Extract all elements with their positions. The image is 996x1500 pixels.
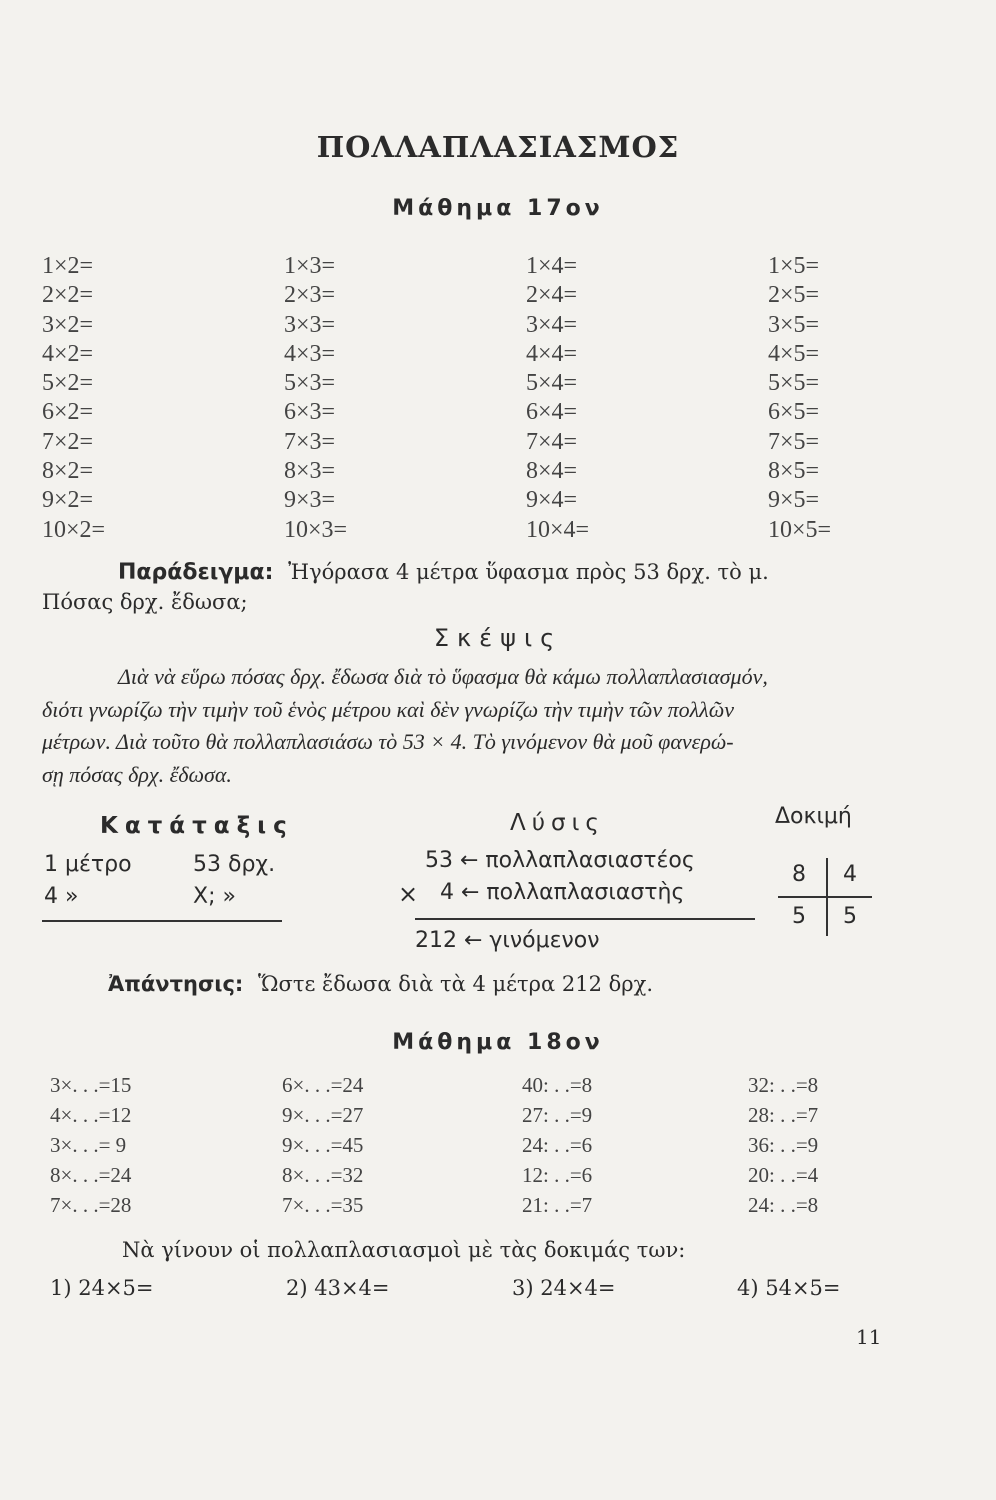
arrangement-heading: Κατάταξις (100, 813, 294, 839)
table-row: 3×5= (768, 311, 820, 338)
table-row: 4×5= (768, 340, 820, 367)
table-row: 1×2= (42, 253, 94, 279)
exercise-item: 27: . .=9 (522, 1103, 593, 1127)
exercise-item: 12: . .=6 (522, 1163, 593, 1187)
table-row: 4×4= (526, 340, 578, 367)
check-top-right: 4 (843, 862, 857, 887)
table-row: 9×4= (526, 487, 578, 514)
exercise-item: 24: . .=6 (522, 1133, 593, 1157)
table-row: 9×2= (42, 487, 94, 514)
table-row: 6×4= (526, 399, 578, 426)
exercise-item: 21: . .=7 (522, 1193, 593, 1217)
exercise-column-1 (50, 1070, 131, 1220)
exercise-item: 4×. . .=12 (50, 1103, 132, 1127)
table-row: 6×3= (284, 399, 336, 426)
thinking-line: διότι γνωρίζω τὴν τιμὴν τοῦ ἑνὸς μέτρου καὶ δὲν γνωρίζω τὴν τιμὴν τῶν πολλῶν (42, 697, 734, 722)
thinking-line: σῃ πόσας δρχ. ἔδωσα. (42, 762, 232, 787)
table-row: 9×5= (768, 487, 820, 514)
solution-multiplicand: 53 ← πολλαπλασιαστέος (425, 848, 695, 873)
check-cross-horizontal (778, 896, 872, 898)
thinking-heading: Σκέψις (433, 624, 563, 652)
exercise-item: 32: . .=8 (748, 1073, 819, 1097)
lesson-17-heading: Μάθημα 17ον (392, 196, 604, 221)
arrangement-price: 53 δρχ. (193, 852, 276, 877)
exercise-item: 8×. . .=32 (282, 1163, 364, 1187)
exercise-item: 24: . .=8 (748, 1193, 819, 1217)
table-row: 1×4= (526, 253, 578, 279)
table-row: 9×3= (284, 487, 336, 514)
example-line-2: Πόσας δρχ. ἔδωσα; (42, 590, 248, 614)
table-row: 7×3= (284, 428, 336, 455)
table-row: 8×5= (768, 458, 820, 485)
table-column-4 (526, 252, 589, 545)
times-sign: × (398, 880, 419, 908)
check-top-left: 8 (792, 862, 806, 887)
table-row: 4×2= (42, 340, 94, 367)
table-row: 6×2= (42, 399, 94, 426)
exercise-item: 40: . .=8 (522, 1073, 593, 1097)
table-row: 10×5= (768, 516, 832, 543)
check-heading: Δοκιμή (775, 804, 852, 829)
arrangement-unknown: Χ; » (193, 884, 236, 909)
solution-rule (415, 918, 755, 920)
answer-label: Ἀπάντησις: (108, 972, 244, 996)
exercise-item: 9×. . .=45 (282, 1133, 364, 1157)
table-row: 10×3= (284, 516, 348, 543)
solution-product: 212 ← γινόμενον (415, 928, 600, 953)
exercise-item: 3×. . .= 9 (50, 1133, 127, 1157)
exercise-item: 7×. . .=28 (50, 1193, 132, 1217)
problem-3: 3) 24×4= (512, 1276, 616, 1300)
table-row: 1×3= (284, 253, 336, 279)
exercise-column-3 (522, 1070, 592, 1220)
problem-2: 2) 43×4= (286, 1276, 390, 1300)
table-row: 3×4= (526, 311, 578, 338)
solution-heading: Λύσις (510, 810, 605, 836)
table-row: 2×5= (768, 282, 820, 309)
answer-text: Ὥστε ἔδωσα διὰ τὰ 4 μέτρα 212 δρχ. (258, 972, 653, 996)
table-row: 4×3= (284, 340, 336, 367)
exercise-item: 7×. . .=35 (282, 1193, 364, 1217)
lesson-18-heading: Μάθημα 18ον (392, 1030, 604, 1055)
page-title: ΠΟΛΛΑΠΛΑΣΙΑΣΜΟΣ (316, 130, 680, 164)
exercise-column-2 (282, 1070, 363, 1220)
check-bottom-left: 5 (792, 904, 806, 929)
exercise-column-4 (748, 1070, 818, 1220)
table-row: 7×2= (42, 428, 94, 455)
table-row: 6×5= (768, 399, 820, 426)
example-text: Ἠγόρασα 4 μέτρα ὕφασμα πρὸς 53 δρχ. τὸ μ. (288, 560, 769, 584)
thinking-line: μέτρων. Διὰ τοῦτο θὰ πολλαπλασιάσω τὸ 53 × 4. Τὸ γινόμενον θὰ μοῦ φανερώ- (42, 729, 734, 754)
table-column-2 (42, 252, 105, 545)
table-row: 7×4= (526, 428, 578, 455)
table-row: 2×4= (526, 282, 578, 309)
page-number: 11 (856, 1325, 882, 1349)
exercise-item: 6×. . .=24 (282, 1073, 364, 1097)
example-label: Παράδειγμα: (118, 560, 274, 585)
table-row: 8×4= (526, 458, 578, 485)
problem-4: 4) 54×5= (737, 1276, 841, 1300)
example-line-1 (118, 560, 769, 585)
table-row: 2×2= (42, 282, 94, 309)
exercise-item: 36: . .=9 (748, 1133, 819, 1157)
instructions: Νὰ γίνουν οἱ πολλαπλασιασμοὶ μὲ τὰς δοκιμάς των: (122, 1238, 686, 1262)
thinking-line: Διὰ νὰ εὕρω πόσας δρχ. ἔδωσα διὰ τὸ ὕφασμα θὰ κάμω πολλαπλασιασμόν, (118, 664, 768, 689)
table-row: 5×3= (284, 370, 336, 397)
table-row: 8×3= (284, 458, 336, 485)
table-row: 10×4= (526, 516, 590, 543)
table-row: 10×2= (42, 516, 106, 543)
solution-multiplier: 4 ← πολλαπλασιαστὴς (440, 880, 685, 905)
exercise-item: 9×. . .=27 (282, 1103, 364, 1127)
answer-line (108, 972, 653, 996)
exercise-item: 8×. . .=24 (50, 1163, 132, 1187)
arrangement-rule (42, 920, 282, 922)
exercise-item: 28: . .=7 (748, 1103, 819, 1127)
exercise-item: 20: . .=4 (748, 1163, 819, 1187)
table-row: 1×5= (768, 253, 820, 279)
table-row: 5×2= (42, 370, 94, 397)
table-row: 3×3= (284, 311, 336, 338)
table-row: 7×5= (768, 428, 820, 455)
table-row: 2×3= (284, 282, 336, 309)
table-row: 5×4= (526, 370, 578, 397)
arrangement-quantity: 4 » (44, 884, 79, 909)
problem-1: 1) 24×5= (50, 1276, 154, 1300)
table-row: 5×5= (768, 370, 820, 397)
table-column-3 (284, 252, 347, 545)
table-row: 8×2= (42, 458, 94, 485)
exercise-item: 3×. . .=15 (50, 1073, 132, 1097)
table-column-5 (768, 252, 831, 545)
check-bottom-right: 5 (843, 904, 857, 929)
arrangement-unit: 1 μέτρο (44, 852, 132, 877)
table-row: 3×2= (42, 311, 94, 338)
